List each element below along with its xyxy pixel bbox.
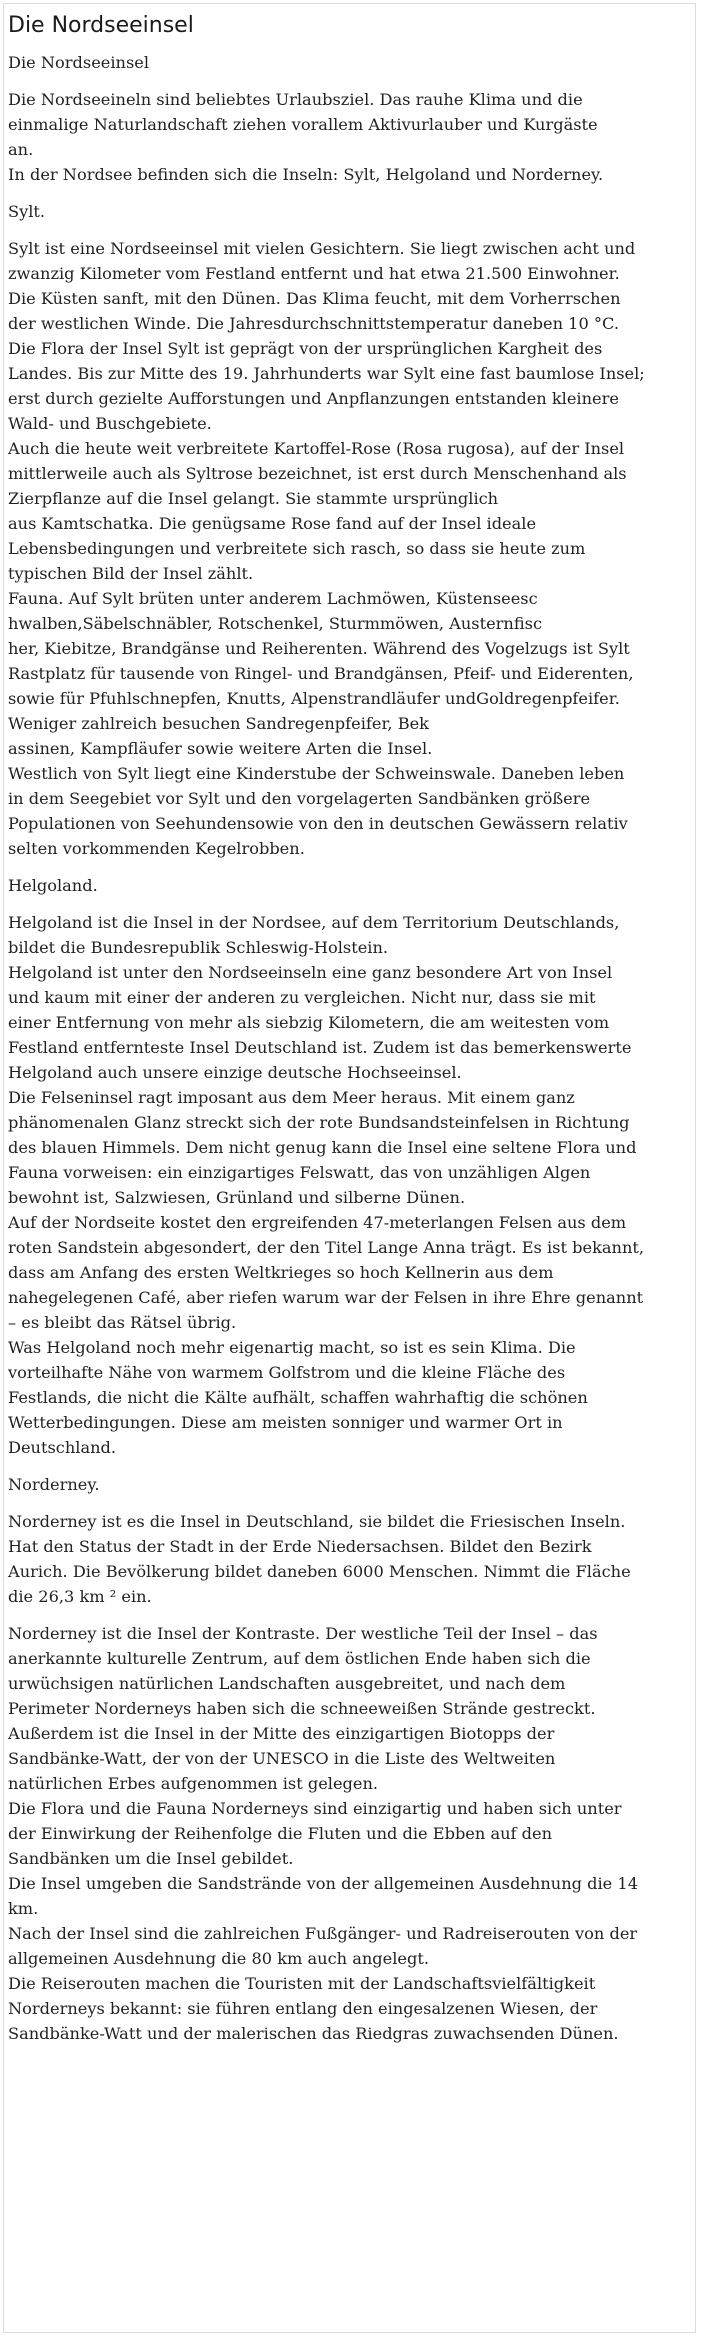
text-line: Zierpflanze auf die Insel gelangt. Sie stammte ursprünglich <box>8 489 499 508</box>
text-line: Norderneys bekannt: sie führen entlang den eingesalzenen Wiesen, der <box>8 1999 598 2018</box>
text-line: roten Sandstein abgesondert, der den Titel Lange Anna trägt. Es ist bekannt, <box>8 1238 645 1257</box>
text-line: allgemeinen Ausdehnung die 80 km auch angelegt. <box>8 1949 430 1968</box>
text-line: Helgoland auch unsere einzige deutsche Hochseeinsel. <box>8 1063 462 1082</box>
text-line: Aurich. Die Bevölkerung bildet daneben 6000 Menschen. Nimmt die Fläche <box>8 1562 631 1581</box>
text-line: an. <box>8 140 34 159</box>
text-line: in dem Seegebiet vor Sylt und den vorgelagerten Sandbänken größere <box>8 789 591 808</box>
text-line: Sandbänke-Watt und der malerischen das Riedgras zuwachsenden Dünen. <box>8 2024 619 2043</box>
text-line: Die Flora der Insel Sylt ist geprägt von der ursprünglichen Kargheit des <box>8 339 603 358</box>
text-line: urwüchsigen natürlichen Landschaften ausgebreitet, und nach dem <box>8 1674 566 1693</box>
text-line: bewohnt ist, Salzwiesen, Grünland und silberne Dünen. <box>8 1188 466 1207</box>
text-line: dass am Anfang des ersten Weltkrieges so hoch Kellnerin aus dem <box>8 1263 554 1282</box>
text-line: Die Küsten sanft, mit den Dünen. Das Klima feucht, mit dem Vorherrschen <box>8 289 621 308</box>
text-line: Die Flora und die Fauna Norderneys sind einzigartig und haben sich unter <box>8 1799 622 1818</box>
intro-paragraph <box>8 87 688 187</box>
text-line: Rastplatz für tausende von Ringel- und Brandgänsen, Pfeif- und Eiderenten, <box>8 664 634 683</box>
text-line: Fauna. Auf Sylt brüten unter anderem Lachmöwen, Küstenseesc <box>8 589 538 608</box>
text-line: km. <box>8 1899 39 1918</box>
text-line: her, Kiebitze, Brandgänse und Reiherenten. Während des Vogelzugs ist Sylt <box>8 639 630 658</box>
norderney-paragraph-1 <box>8 1509 688 1609</box>
text-line: Wald- und Buschgebiete. <box>8 414 212 433</box>
text-line: Landes. Bis zur Mitte des 19. Jahrhunderts war Sylt eine fast baumlose Insel; <box>8 364 645 383</box>
text-line: des blauen Himmels. Dem nicht genug kann die Insel eine seltene Flora und <box>8 1138 637 1157</box>
helgoland-heading: Helgoland. <box>8 876 98 895</box>
text-line: aus Kamtschatka. Die genügsame Rose fand auf der Insel ideale <box>8 514 537 533</box>
text-line: phänomenalen Glanz streckt sich der rote Bundsandsteinfelsen in Richtung <box>8 1113 630 1132</box>
text-line: Deutschland. <box>8 1438 117 1457</box>
subtitle: Die Nordseeinsel <box>8 53 150 72</box>
text-line: mittlerweile auch als Syltrose bezeichnet, ist erst durch Menschenhand als <box>8 464 627 483</box>
text-line: Die Felseninsel ragt imposant aus dem Meer heraus. Mit einem ganz <box>8 1088 575 1107</box>
helgoland-paragraph <box>8 910 688 1460</box>
sylt-paragraph <box>8 236 688 861</box>
text-line: Die Reiserouten machen die Touristen mit der Landschaftsvielfältigkeit <box>8 1974 596 1993</box>
page-title: Die Nordseeinsel <box>8 13 194 38</box>
text-line: Norderney ist die Insel der Kontraste. Der westliche Teil der Insel – das <box>8 1624 598 1643</box>
text-line: einer Entfernung von mehr als siebzig Kilometern, die am weitesten vom <box>8 1013 610 1032</box>
norderney-paragraph-2 <box>8 1621 688 2046</box>
text-line: Festlands, die nicht die Kälte aufhält, schaffen wahrhaftig die schönen <box>8 1388 588 1407</box>
text-line: und kaum mit einer der anderen zu vergleichen. Nicht nur, dass sie mit <box>8 988 596 1007</box>
text-line: Fauna vorweisen: ein einzigartiges Felswatt, das von unzähligen Algen <box>8 1163 591 1182</box>
text-line: anerkannte kulturelle Zentrum, auf dem östlichen Ende haben sich die <box>8 1649 591 1668</box>
text-line: Was Helgoland noch mehr eigenartig macht, so ist es sein Klima. Die <box>8 1338 576 1357</box>
norderney-heading: Norderney. <box>8 1475 100 1494</box>
text-line: einmalige Naturlandschaft ziehen vorallem Aktivurlauber und Kurgäste <box>8 115 598 134</box>
text-line: typischen Bild der Insel zählt. <box>8 564 254 583</box>
text-line: Norderney ist es die Insel in Deutschland, sie bildet die Friesischen Inseln. <box>8 1512 626 1531</box>
article <box>8 8 688 2058</box>
text-line: Festland entfernteste Insel Deutschland ist. Zudem ist das bemerkenswerte <box>8 1038 632 1057</box>
text-line: Sandbänken um die Insel gebildet. <box>8 1849 294 1868</box>
text-line: hwalben,Säbelschnäbler, Rotschenkel, Sturmmöwen, Austernfisc <box>8 614 543 633</box>
text-line: – es bleibt das Rätsel übrig. <box>8 1313 237 1332</box>
text-line: selten vorkommenden Kegelrobben. <box>8 839 305 858</box>
text-line: Westlich von Sylt liegt eine Kinderstube der Schweinswale. Daneben leben <box>8 764 625 783</box>
text-line: bildet die Bundesrepublik Schleswig-Holstein. <box>8 938 389 957</box>
text-line: assinen, Kampfläufer sowie weitere Arten die Insel. <box>8 739 433 758</box>
text-line: erst durch gezielte Aufforstungen und Anpflanzungen entstanden kleinere <box>8 389 619 408</box>
text-line: Sylt ist eine Nordseeinsel mit vielen Gesichtern. Sie liegt zwischen acht und <box>8 239 636 258</box>
text-line: Nach der Insel sind die zahlreichen Fußgänger- und Radreiserouten von der <box>8 1924 638 1943</box>
text-line: zwanzig Kilometer vom Festland entfernt und hat etwa 21.500 Einwohner. <box>8 264 620 283</box>
text-line: In der Nordsee befinden sich die Inseln: Sylt, Helgoland und Norderney. <box>8 165 604 184</box>
text-line: Hat den Status der Stadt in der Erde Niedersachsen. Bildet den Bezirk <box>8 1537 592 1556</box>
text-line: Perimeter Norderneys haben sich die schneeweißen Strände gestreckt. <box>8 1699 596 1718</box>
text-line: Außerdem ist die Insel in der Mitte des einzigartigen Biotopps der <box>8 1724 555 1743</box>
text-line: die 26,3 km ² ein. <box>8 1587 152 1606</box>
text-line: Auf der Nordseite kostet den ergreifenden 47-meterlangen Felsen aus dem <box>8 1213 627 1232</box>
sylt-heading: Sylt. <box>8 202 46 221</box>
text-line: nahegelegenen Café, aber riefen warum war der Felsen in ihre Ehre genannt <box>8 1288 644 1307</box>
text-line: Lebensbedingungen und verbreitete sich rasch, so dass sie heute zum <box>8 539 586 558</box>
text-line: Weniger zahlreich besuchen Sandregenpfeifer, Bek <box>8 714 429 733</box>
text-line: Die Nordseeineln sind beliebtes Urlaubsziel. Das rauhe Klima und die <box>8 90 583 109</box>
text-line: Die Insel umgeben die Sandstrände von der allgemeinen Ausdehnung die 14 <box>8 1874 639 1893</box>
text-line: Helgoland ist unter den Nordseeinseln eine ganz besondere Art von Insel <box>8 963 613 982</box>
text-line: Auch die heute weit verbreitete Kartoffel-Rose (Rosa rugosa), auf der Insel <box>8 439 625 458</box>
text-line: der westlichen Winde. Die Jahresdurchschnittstemperatur daneben 10 °C. <box>8 314 619 333</box>
text-line: Sandbänke-Watt, der von der UNESCO in die Liste des Weltweiten <box>8 1749 556 1768</box>
text-line: Wetterbedingungen. Diese am meisten sonniger und warmer Ort in <box>8 1413 563 1432</box>
text-line: sowie für Pfuhlschnepfen, Knutts, Alpenstrandläufer undGoldregenpfeifer. <box>8 689 620 708</box>
text-line: der Einwirkung der Reihenfolge die Fluten und die Ebben auf den <box>8 1824 553 1843</box>
text-line: Helgoland ist die Insel in der Nordsee, auf dem Territorium Deutschlands, <box>8 913 620 932</box>
text-line: vorteilhafte Nähe von warmem Golfstrom und die kleine Fläche des <box>8 1363 566 1382</box>
text-line: Populationen von Seehundensowie von den in deutschen Gewässern relativ <box>8 814 628 833</box>
text-line: natürlichen Erbes aufgenommen ist gelegen. <box>8 1774 379 1793</box>
